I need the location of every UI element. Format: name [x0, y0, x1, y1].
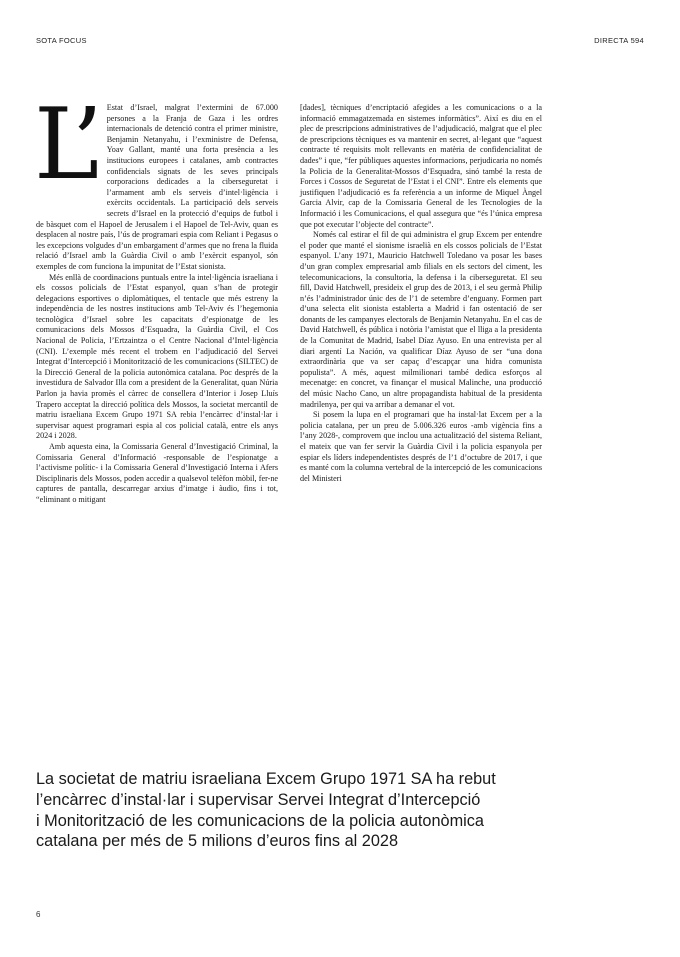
drop-cap: L’ [34, 88, 99, 202]
section-label: SOTA FOCUS [36, 36, 87, 45]
pull-quote [36, 769, 636, 852]
paragraph: Més enllà de coordinacions puntuals entre la intel·ligència israeliana i els cossos policials de l’Estat espanyol, quan s’han de protegir delegacions esportives o diplomàtiques, el tentacle que més estreny la independència de les nostres institucions amb Tel-Aviv és l’hegemonia tecnològica d’Israel sobre les capacitats d’espionatge de les comunicacions dels Mossos d’Esquadra, la Guàrdia Civil, el Cos Nacional de Policia, l’Ertzaintza o el Centre Nacional d’Intel·ligència (CNI). L’exemple més recent el trobem en l’adjudicació del Servei Integrat d’Intercepció i Monitorització de les comunicacions (SILTEC) de la Direcció General de la policia autonòmica catalana. Poc després de la investidura de Salvador Illa com a president de la Generalitat, quan Núria Parlon ja havia promès el càrrec de consellera d’Interior i Josep Lluís Trapero acceptat la direcció política dels Mossos, la societat mercantil de matriu israeliana Excem Grupo 1971 SA rebia l’encàrrec d’instal·lar i supervisar aquest programari espia al cos policial català, entre els anys 2024 i 2028. [36, 272, 278, 441]
paragraph: Si posem la lupa en el programari que ha instal·lat Excem per a la policia catalana, per un preu de 5.006.326 euros -amb vigència fins a l’any 2028-, comprovem que inclou una actualització del sistema Reliant, el mateix que van fer servir la Guàrdia Civil i la policia espanyola per espiar els líders independentistes després de l’1 d’octubre de 2017, i que es manté com la columna vertebral de la intercepció de les comunicacions del Ministeri [300, 410, 542, 483]
page-number: 6 [36, 910, 41, 919]
pull-quote-line: l’encàrrec d’instal·lar i supervisar Servei Integrat d’Intercepció [36, 790, 481, 809]
pull-quote-line: catalana per més de 5 milions d’euros fins al 2028 [36, 832, 399, 851]
pull-quote-line: i Monitorització de les comunicacions de la policia autonòmica [36, 811, 484, 830]
article-column-2 [300, 103, 542, 484]
issue-label: DIRECTA 594 [594, 36, 644, 45]
paragraph: Amb aquesta eina, la Comissaria General d’Investigació Criminal, la Comissaria General d’Informació -responsable de l’espionatge a l’activisme polític- i la Comissaria General d’Investigació Interna i Afers Disciplinaris dels Mossos, poden accedir a qualsevol telèfon mòbil, fer-ne captures de pantalla, descarregar arxius d’imatge i àudio, fins i tot, “eliminant o mitigant [36, 442, 278, 504]
paragraph: Només cal estirar el fil de qui administra el grup Excem per entendre el poder que manté el sionisme israelià en els cossos policials de l’Estat espanyol. L’any 1971, Mauricio Hatchwell Toledano va posar les bases d’un gran complex empresarial amb filials en els sectors del ciment, les telecomunicacions, la consultoria, la defensa i la ciberseguretat. El seu fill, David Hatchwell, presideix el grup des de 2013, i el seu germà Philip n’és l’administrador únic des de l’1 de setembre d’enguany. Formen part d’una selecta elit sionista establerta a Madrid i fan ostentació de ser donants de les campanyes electorals de Benjamin Netanyahu. En el cas de David Hatchwell, és pública i notòria l’amistat que el lliga a la presidenta de la Comunitat de Madrid, Isabel Díaz Ayuso. En una entrevista per al diari argentí La Nación, va qualificar Díaz Ayuso de ser “una dona extraordinària que va ser capaç d’escapçar una hidra comunista populista”. A més, aquest milmilionari també dedica esforços al mecenatge: en concret, va finançar el musical Malinche, una producció del músic Nacho Cano, un altre propagandista habitual de la presidenta madrilenya, per qui va arribar a demanar el vot. [300, 230, 542, 409]
pull-quote-line: La societat de matriu israeliana Excem Grupo 1971 SA ha rebut [36, 770, 496, 788]
paragraph: Estat d’Israel, malgrat l’extermini de 67.000 persones a la Franja de Gaza i les ordres internacionals de detenció contra el primer ministre, Benjamin Netanyahu, i l’exministre de Defensa, Yoav Gallant, manté una forta presència a les institucions europees i catalanes, amb contractes confidencials signats de les seves principals corporacions dedicades a la ciberseguretat i l’armament amb els serveis d’intel·ligència i exèrcits occidentals. La participació dels serveis secrets d’Israel en la protecció d’equips de futbol i de bàsquet com el Hapoel de Jerusalem i el Hapoel de Tel-Aviv, quan es desplacen al nostre país, l’ús de programari espia com Reliant i Pegasus o les excepcions volgudes d’un embargament d’armes que no frena la fluida relació d’Israel amb la Guàrdia Civil o amb l’exèrcit espanyol, són exemples de com funciona la impunitat de l’Estat sionista. [36, 103, 278, 271]
article-column-1 [34, 88, 278, 506]
paragraph: [dades], tècniques d’encriptació afegides a les comunicacions o a la informació emmagatzemada en sistemes informàtics”. Així es diu en el plec de prescripcions administratives de l’adjudicació, malgrat que el plec de prescripcions tècniques es va mantenir en secret, al·legant que “aquest contracte té requisits molt rellevants en matèria de confidencialitat de dades” i que, “fer públiques aquestes informacions, perjudicaria no només la Policia de la Generalitat-Mossos d’Esquadra, sinó també la resta de Forces i Cossos de Seguretat de l’Estat i el CNI”. Entre els elements que justifiquen l’adjudicació es fa referència a un informe de Miquel Àngel Garcia Alvir, cap de la Comissaria General de les Tecnologies de la Informació i les Comunicacions, el qual assegura que “és l’única empresa que pot executar l’objecte del contracte”. [300, 103, 542, 229]
